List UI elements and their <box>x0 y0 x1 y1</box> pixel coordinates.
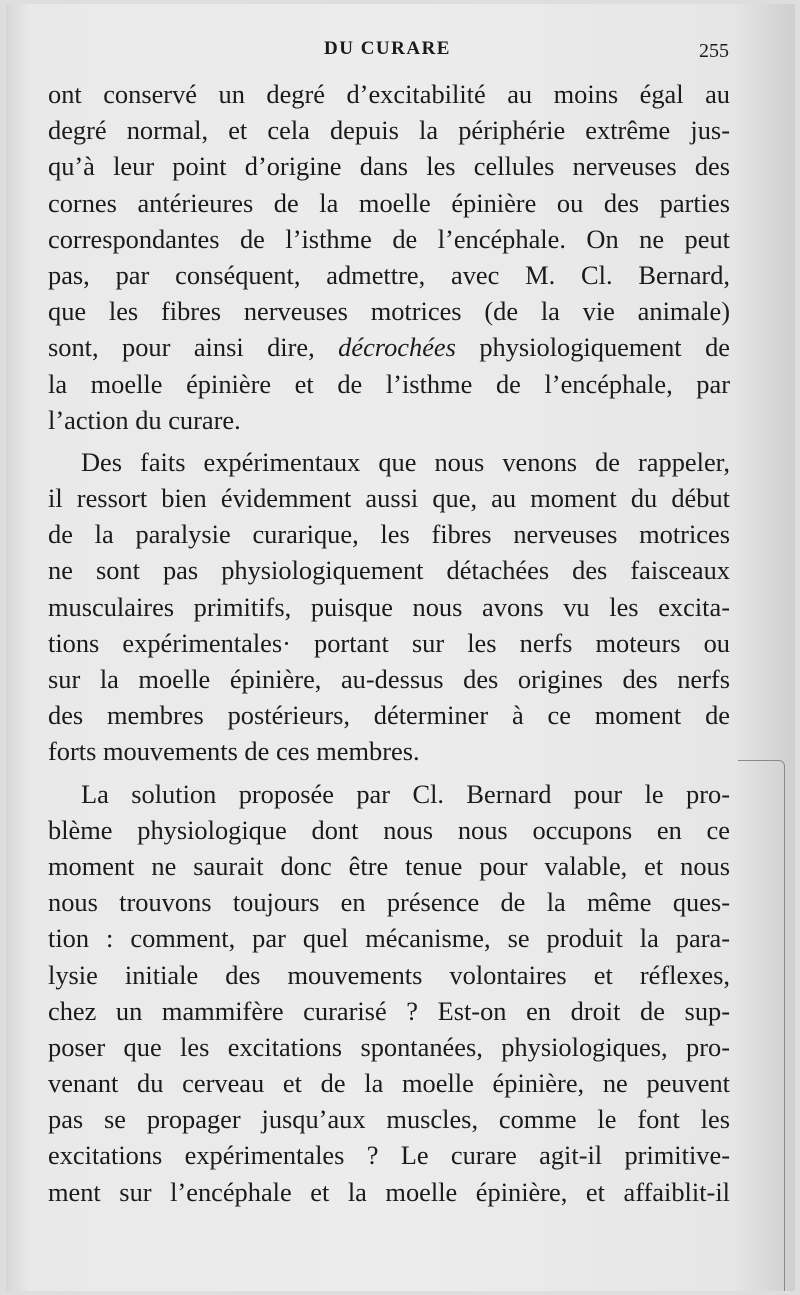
text-line: pas, par conséquent, admettre, avec M. Cl. Bernard, <box>48 259 730 290</box>
text-line: poser que les excitations spontanées, physiologiques, pro- <box>48 1031 730 1062</box>
text-line: blème physiologique dont nous nous occupons en ce <box>48 814 730 845</box>
text-line: venant du cerveau et de la moelle épinière, ne peuvent <box>48 1068 730 1099</box>
page-number: 255 <box>699 40 729 62</box>
book-page <box>6 4 795 1291</box>
text-line: pas se propager jusqu’aux muscles, comme le font les <box>48 1104 730 1135</box>
text-line: de la paralysie curarique, les fibres nerveuses motrices <box>48 519 730 550</box>
text-line: forts mouvements de ces membres. <box>48 736 420 767</box>
text-line: ment sur l’encéphale et la moelle épinière, et affaiblit-il <box>48 1176 730 1207</box>
italic-word: décrochées <box>338 332 456 363</box>
paragraph-3 <box>48 776 730 1210</box>
margin-bracket-mark <box>738 760 785 1291</box>
text-line: que les fibres nerveuses motrices (de la vie animale) <box>48 296 730 327</box>
text-line: correspondantes de l’isthme de l’encéphale. On ne peut <box>48 223 730 254</box>
text-line: sur la moelle épinière, au-dessus des origines des nerfs <box>48 664 730 694</box>
text-line: des membres postérieurs, déterminer à ce moment de <box>48 700 730 731</box>
text-line-with-italic <box>48 329 730 365</box>
text-line: tion : comment, par quel mécanisme, se produit la para- <box>48 923 730 954</box>
text-line: degré normal, et cela depuis la périphérie extrême jus- <box>48 115 730 146</box>
text-line: lysie initiale des mouvements volontaires et réflexes, <box>48 959 730 990</box>
body-text <box>48 76 730 1210</box>
text-line: moment ne saurait donc être tenue pour valable, et nous <box>48 850 730 881</box>
text-line: cornes antérieures de la moelle épinière ou des parties <box>48 187 730 218</box>
line-end: physiologiquement de <box>479 332 730 363</box>
text-line: la moelle épinière et de l’isthme de l’encéphale, par <box>48 368 730 399</box>
line-start: sont, pour ainsi dire, <box>48 332 315 363</box>
text-line: tions expérimentales· portant sur les nerfs moteurs ou <box>48 627 730 658</box>
text-line: excitations expérimentales ? Le curare agit-il primitive- <box>48 1140 730 1171</box>
running-title: DU CURARE <box>324 38 451 59</box>
text-line: qu’à leur point d’origine dans les cellules nerveuses des <box>48 151 730 182</box>
text-line: il ressort bien évidemment aussi que, au moment du début <box>48 483 730 514</box>
running-head <box>46 34 729 64</box>
text-line: chez un mammifère curarisé ? Est-on en droit de sup- <box>48 995 730 1026</box>
text-line: La solution proposée par Cl. Bernard pour le pro- <box>81 778 730 809</box>
paragraph-1 <box>48 76 730 438</box>
text-line: ne sont pas physiologiquement détachées des faisceaux <box>48 555 730 586</box>
text-line: musculaires primitifs, puisque nous avons vu les excita- <box>48 591 730 622</box>
paragraph-2 <box>48 444 730 770</box>
text-line: ont conservé un degré d’excitabilité au moins égal au <box>48 79 730 109</box>
text-line: Des faits expérimentaux que nous venons de rappeler, <box>81 446 730 477</box>
text-line: l’action du curare. <box>48 404 241 435</box>
text-line: nous trouvons toujours en présence de la même ques- <box>48 887 730 918</box>
